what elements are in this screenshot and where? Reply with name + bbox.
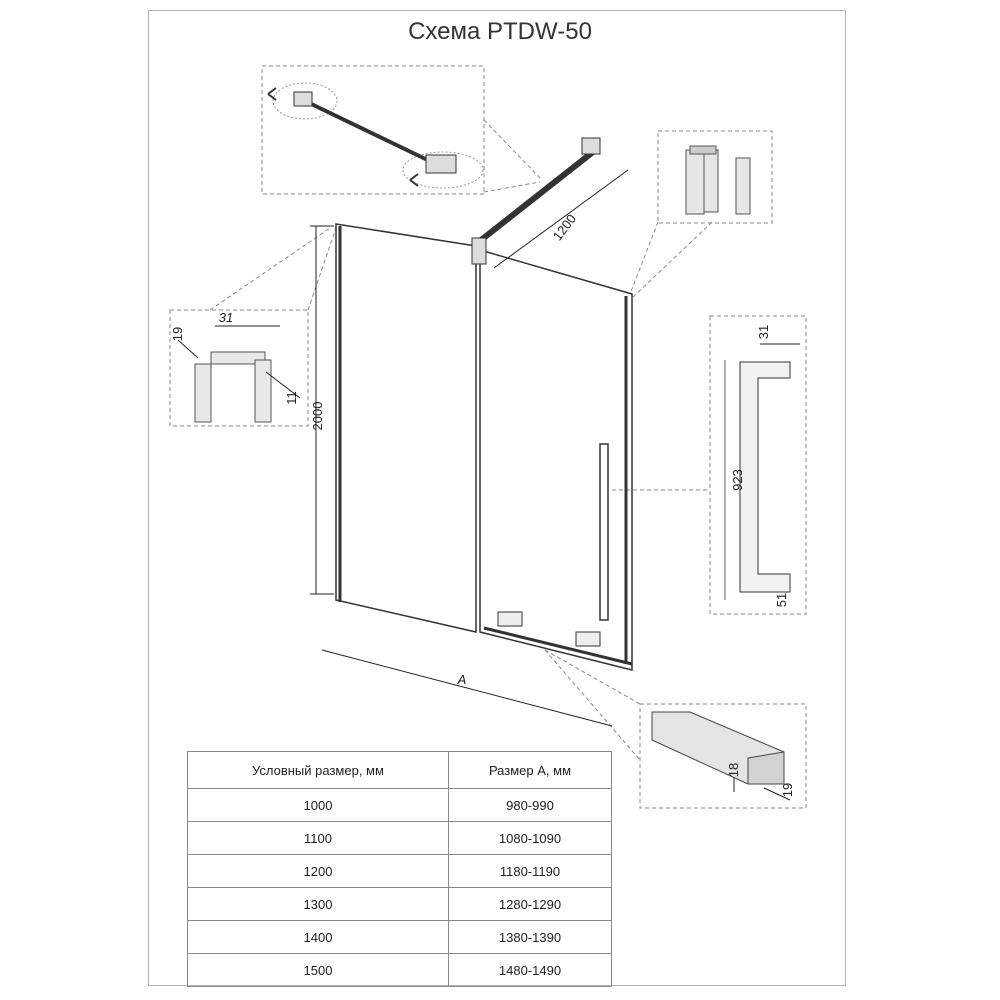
door-handle [600, 444, 608, 620]
width-a-label: A [457, 672, 467, 687]
page-title: Схема PTDW-50 [408, 18, 592, 45]
handle-length-label: 923 [730, 469, 745, 491]
table-row [188, 822, 612, 855]
width-dimension-line [322, 650, 612, 726]
detail-box-stabilizer-bar [262, 66, 484, 194]
table-row [188, 855, 612, 888]
nominal-size-cell: 1300 [188, 888, 449, 921]
size-table [187, 751, 612, 987]
nominal-size-cell: 1100 [188, 822, 449, 855]
table-row [188, 921, 612, 954]
fixed-glass-panel [336, 224, 476, 632]
table-header-row [188, 752, 612, 789]
sliding-glass-panel [480, 250, 632, 670]
rail-height-label: 18 [726, 762, 741, 778]
profile-depth-label: 19 [170, 326, 185, 342]
stabilizer-bar-detail [268, 83, 483, 188]
roller-right [576, 632, 600, 646]
size-a-cell: 1380-1390 [448, 921, 611, 954]
table-row [188, 954, 612, 987]
size-a-cell: 980-990 [448, 789, 611, 822]
bar-mount-glass [472, 238, 486, 264]
corner-profile-detail [178, 326, 300, 422]
nominal-size-cell: 1200 [188, 855, 449, 888]
size-a-cell: 1280-1290 [448, 888, 611, 921]
size-a-cell: 1180-1190 [448, 855, 611, 888]
detail-box-corner-profile [170, 310, 308, 426]
roller-left [498, 612, 522, 626]
rail-depth-label: 19 [780, 782, 795, 798]
profile-width-label: 31 [218, 310, 234, 325]
door-assembly [336, 138, 632, 670]
size-a-cell: 1480-1490 [448, 954, 611, 987]
nominal-size-cell: 1400 [188, 921, 449, 954]
table-row [188, 888, 612, 921]
profile-slot-label: 11 [284, 391, 299, 405]
bar-mount-wall [582, 138, 600, 154]
bottom-rail-detail [652, 712, 784, 784]
size-a-cell: 1080-1090 [448, 822, 611, 855]
bottom-rail [484, 628, 632, 664]
nominal-size-cell: 1000 [188, 789, 449, 822]
handle-bottom-label: 51 [774, 592, 789, 608]
column-header: Размер А, мм [448, 752, 611, 789]
bar-length-label: 1200 [549, 211, 580, 244]
wall-profile-detail [686, 146, 750, 214]
nominal-size-cell: 1500 [188, 954, 449, 987]
handle-detail [740, 344, 800, 592]
handle-top-label: 31 [756, 324, 771, 340]
height-label: 2000 [310, 401, 325, 431]
table-row [188, 789, 612, 822]
stabilizer-bar [476, 148, 598, 244]
column-header: Условный размер, мм [188, 752, 449, 789]
